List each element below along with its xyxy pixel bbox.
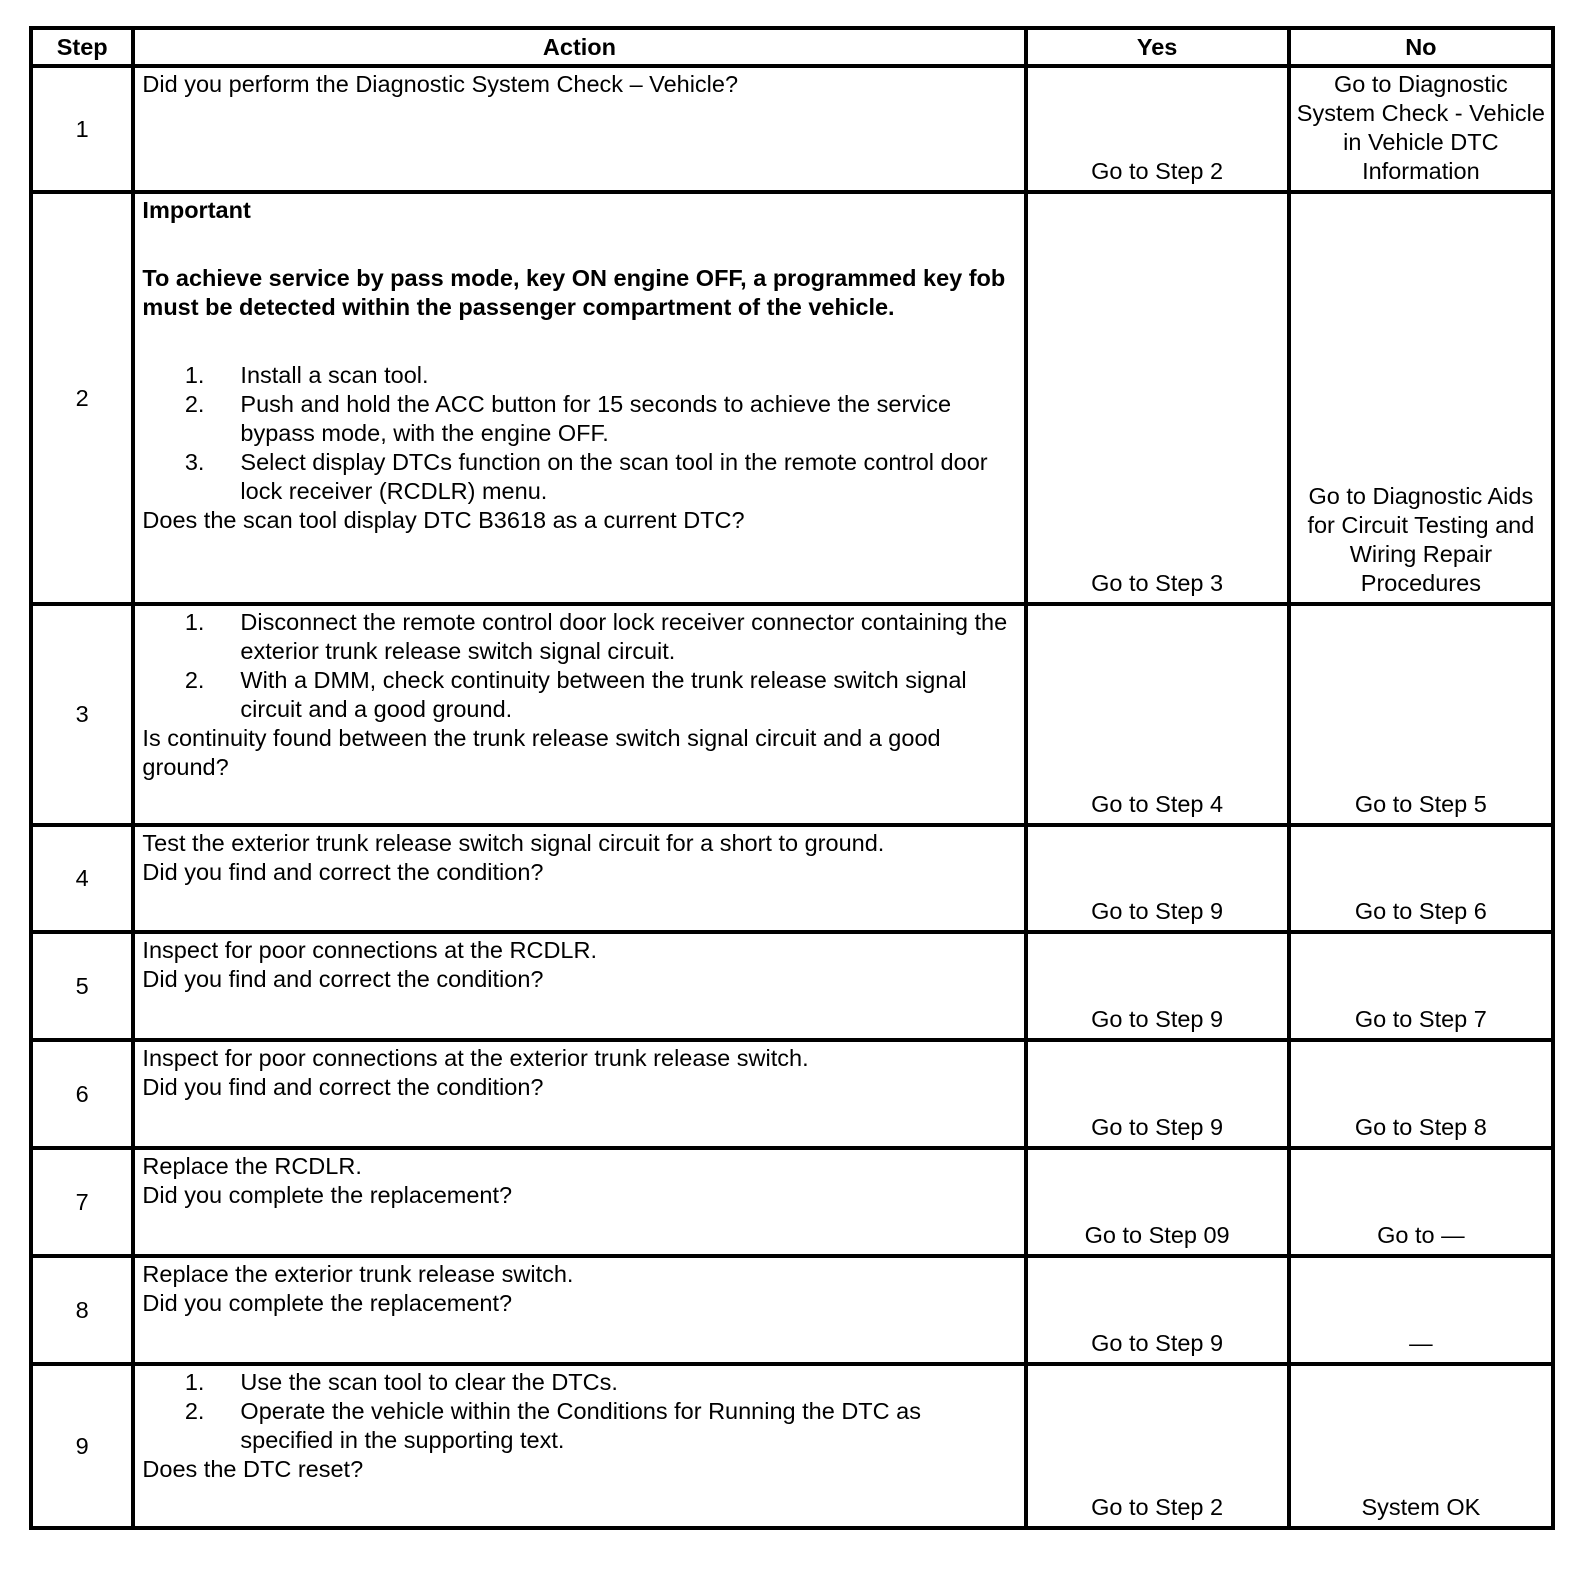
action-cell: [133, 192, 1025, 604]
question: Did you find and correct the condition?: [142, 966, 544, 992]
yes-cell: Go to Step 9: [1026, 932, 1289, 1040]
instruction-list: [142, 1368, 1016, 1455]
question: Does the scan tool display DTC B3618 as a current DTC?: [142, 507, 745, 533]
list-item: 1. Use the scan tool to clear the DTCs.: [184, 1369, 618, 1395]
step-number: 1: [31, 66, 133, 192]
action-cell: [133, 1256, 1025, 1364]
action-cell: [133, 1148, 1025, 1256]
no-cell: Go to Step 7: [1289, 932, 1553, 1040]
action-text: Replace the RCDLR.: [142, 1153, 362, 1179]
diagnostic-table: [29, 26, 1555, 1530]
action-text: Inspect for poor connections at the RCDLR.: [142, 937, 597, 963]
yes-cell: Go to Step 2: [1026, 1364, 1289, 1528]
step-number: 7: [31, 1148, 133, 1256]
list-item: 2. Push and hold the ACC button for 15 seconds to achieve the service bypass mode, with the engine OFF.: [184, 391, 952, 446]
action-cell: [133, 825, 1025, 932]
no-cell: Go to Step 6: [1289, 825, 1553, 932]
question: Did you complete the replacement?: [142, 1290, 513, 1316]
important-title: Important: [142, 197, 251, 223]
instruction-list: [142, 608, 1016, 724]
list-item: 1. Install a scan tool.: [184, 362, 429, 388]
question: Did you perform the Diagnostic System Check – Vehicle?: [142, 71, 739, 97]
question: Is continuity found between the trunk release switch signal circuit and a good ground?: [142, 725, 941, 780]
table-row: [31, 932, 1553, 1040]
header-action: Action: [133, 28, 1025, 66]
yes-cell: Go to Step 9: [1026, 1256, 1289, 1364]
action-text: Test the exterior trunk release switch signal circuit for a short to ground.: [142, 830, 885, 856]
table-row: [31, 66, 1553, 192]
action-text: Replace the exterior trunk release switch.: [142, 1261, 574, 1287]
step-number: 4: [31, 825, 133, 932]
step-number: 9: [31, 1364, 133, 1528]
table-row: [31, 825, 1553, 932]
step-number: 2: [31, 192, 133, 604]
no-cell: System OK: [1289, 1364, 1553, 1528]
step-number: 6: [31, 1040, 133, 1148]
action-text: Inspect for poor connections at the exterior trunk release switch.: [142, 1045, 809, 1071]
no-cell: —: [1289, 1256, 1553, 1364]
yes-cell: Go to Step 9: [1026, 1040, 1289, 1148]
yes-cell: Go to Step 3: [1026, 192, 1289, 604]
question: Does the DTC reset?: [142, 1456, 364, 1482]
header-row: [31, 28, 1553, 66]
table-row: [31, 604, 1553, 825]
no-cell: Go to Diagnostic Aids for Circuit Testing and Wiring Repair Procedures: [1289, 192, 1553, 604]
action-cell: [133, 932, 1025, 1040]
action-cell: [133, 604, 1025, 825]
table-row: [31, 192, 1553, 604]
no-cell: Go to Step 5: [1289, 604, 1553, 825]
yes-cell: Go to Step 2: [1026, 66, 1289, 192]
action-cell: [133, 1364, 1025, 1528]
step-number: 3: [31, 604, 133, 825]
table-row: [31, 1040, 1553, 1148]
step-number: 5: [31, 932, 133, 1040]
question: Did you find and correct the condition?: [142, 1074, 544, 1100]
yes-cell: Go to Step 09: [1026, 1148, 1289, 1256]
question: Did you complete the replacement?: [142, 1182, 513, 1208]
list-item: 2. With a DMM, check continuity between the trunk release switch signal circuit and a good ground.: [184, 667, 967, 722]
table-row: [31, 1364, 1553, 1528]
list-item: 1. Disconnect the remote control door lock receiver connector containing the exterior trunk release switch signal circuit.: [184, 609, 1008, 664]
question: Did you find and correct the condition?: [142, 859, 544, 885]
table-row: [31, 1148, 1553, 1256]
list-item: 2. Operate the vehicle within the Conditions for Running the DTC as specified in the supporting text.: [184, 1398, 921, 1453]
header-step: Step: [31, 28, 133, 66]
action-cell: [133, 1040, 1025, 1148]
important-text: To achieve service by pass mode, key ON engine OFF, a programmed key fob must be detected within the passenger compartment of the vehicle.: [142, 265, 1006, 320]
step-number: 8: [31, 1256, 133, 1364]
instruction-list: [142, 361, 1016, 506]
header-no: No: [1289, 28, 1553, 66]
no-cell: Go to Step 8: [1289, 1040, 1553, 1148]
yes-cell: Go to Step 9: [1026, 825, 1289, 932]
table-row: [31, 1256, 1553, 1364]
yes-cell: Go to Step 4: [1026, 604, 1289, 825]
no-cell: Go to —: [1289, 1148, 1553, 1256]
header-yes: Yes: [1026, 28, 1289, 66]
no-cell: Go to Diagnostic System Check - Vehicle in Vehicle DTC Information: [1289, 66, 1553, 192]
action-cell: [133, 66, 1025, 192]
list-item: 3. Select display DTCs function on the scan tool in the remote control door lock receiver (RCDLR) menu.: [184, 449, 988, 504]
